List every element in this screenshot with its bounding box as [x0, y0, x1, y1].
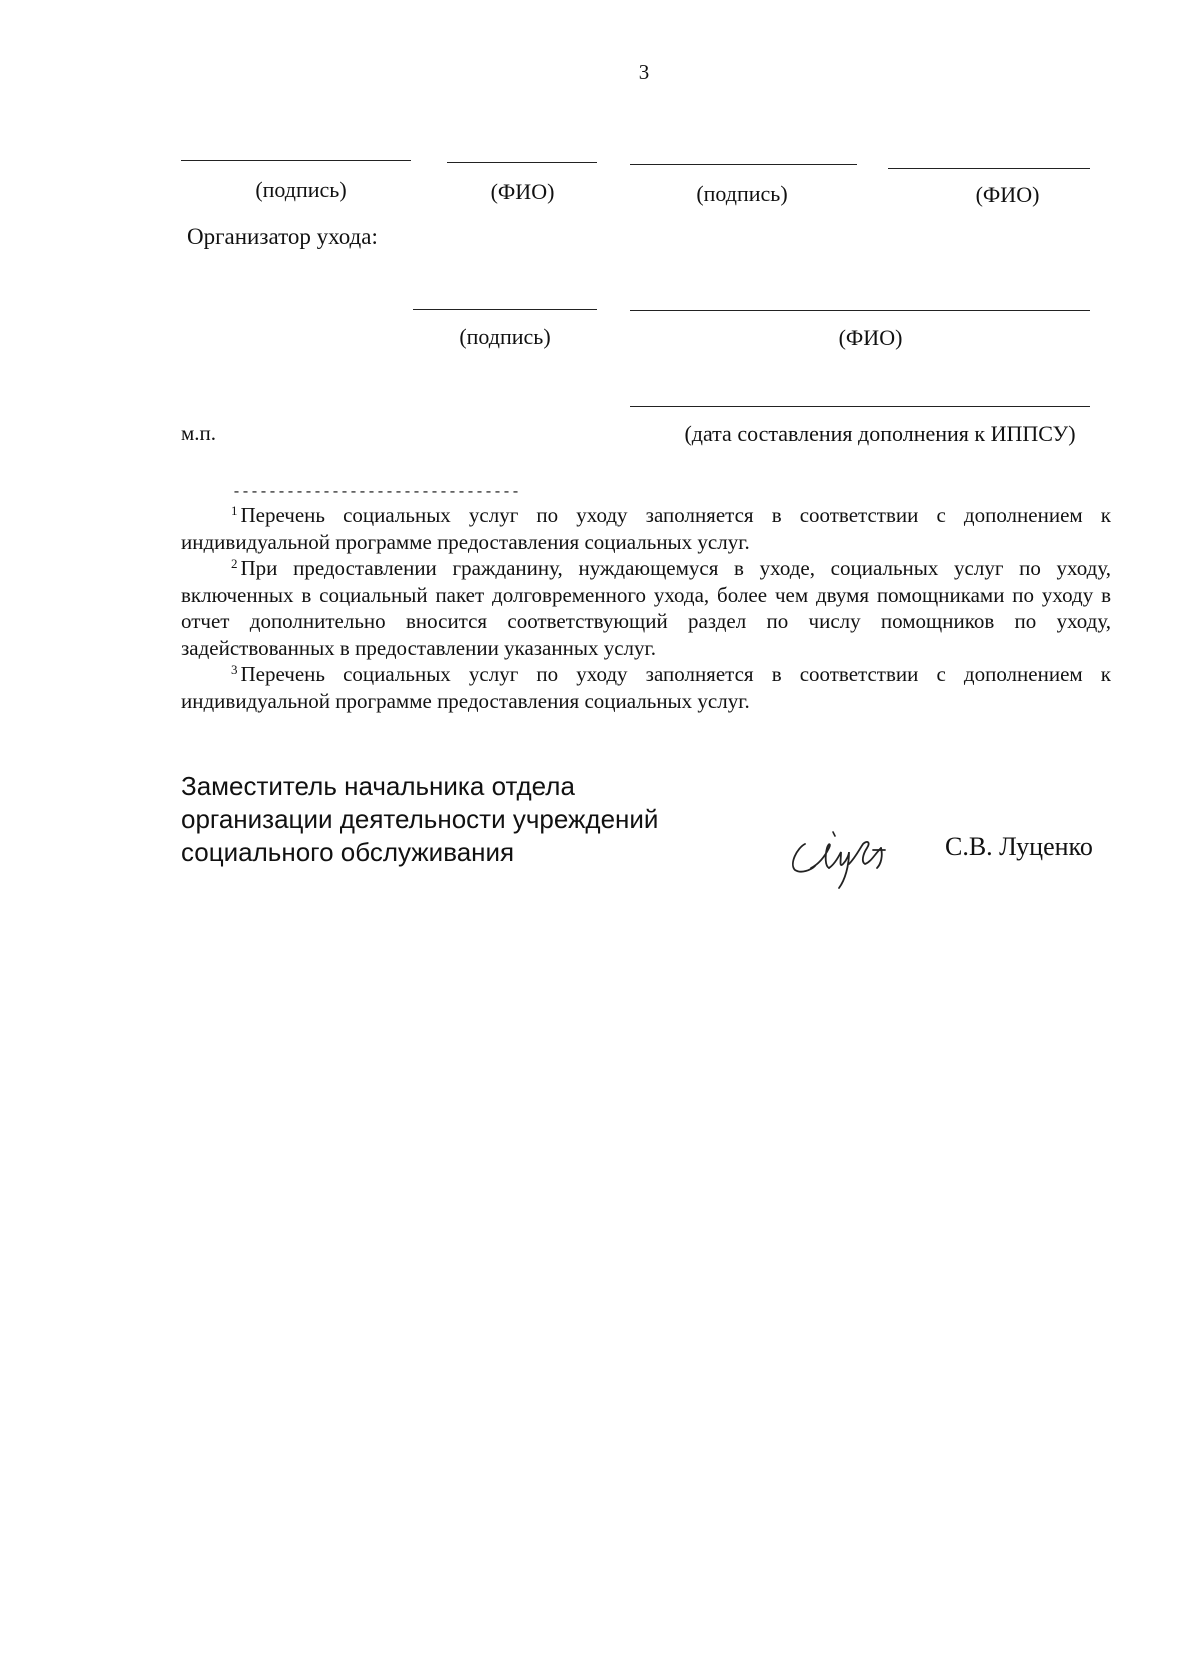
organizer-signature-caption: (подпись)	[459, 324, 551, 349]
signature-line-2	[630, 164, 857, 165]
footnotes	[181, 502, 1111, 714]
signatory-name: С.В. Луценко	[945, 832, 1093, 861]
organizer-signature-line	[413, 309, 597, 310]
footnote-1	[181, 502, 1111, 555]
organizer-fio-caption: (ФИО)	[838, 325, 903, 350]
footnote-mark: 2	[231, 556, 238, 571]
position-line: социального обслуживания	[181, 837, 515, 867]
footnote-3	[181, 661, 1111, 714]
footnote-text: Перечень социальных услуг по уходу заполняется в соответствии с дополнением к индивидуальной программе предоставления социальных услуг.	[181, 662, 1111, 713]
page-number: 3	[638, 60, 650, 84]
organizer-label: Организатор ухода:	[187, 224, 378, 249]
footnote-text: Перечень социальных услуг по уходу заполняется в соответствии с дополнением к индивидуальной программе предоставления социальных услуг.	[181, 503, 1111, 554]
footnote-mark: 1	[231, 503, 238, 518]
fio-caption-2: (ФИО)	[975, 182, 1040, 207]
position-line: организации деятельности учреждений	[181, 804, 659, 834]
footnote-text: При предоставлении гражданину, нуждающемуся в уходе, социальных услуг по уходу, включенных в социальный пакет долговременного ухода, более чем двумя помощниками по уходу в отчет дополнительно вносится соответствующий раздел по числу помощников по уходу, задействованных в предоставлении указанных услуг.	[181, 556, 1111, 660]
fio-line-2	[888, 168, 1090, 169]
fio-caption-1: (ФИО)	[490, 179, 555, 204]
footnote-separator: --------------------------------	[232, 484, 521, 501]
signatory-position	[181, 770, 658, 869]
footnote-mark: 3	[231, 662, 238, 677]
date-caption: (дата составления дополнения к ИППСУ)	[684, 421, 1076, 446]
position-line: Заместитель начальника отдела	[181, 771, 575, 801]
signature-caption-1: (подпись)	[255, 177, 347, 202]
footnote-2	[181, 555, 1111, 661]
signature-caption-2: (подпись)	[696, 181, 788, 206]
handwritten-signature	[785, 812, 905, 892]
stamp-label: м.п.	[181, 421, 217, 445]
organizer-fio-line	[630, 310, 1090, 311]
date-line	[630, 406, 1090, 407]
fio-line-1	[447, 162, 597, 163]
signature-line-1	[181, 160, 411, 161]
